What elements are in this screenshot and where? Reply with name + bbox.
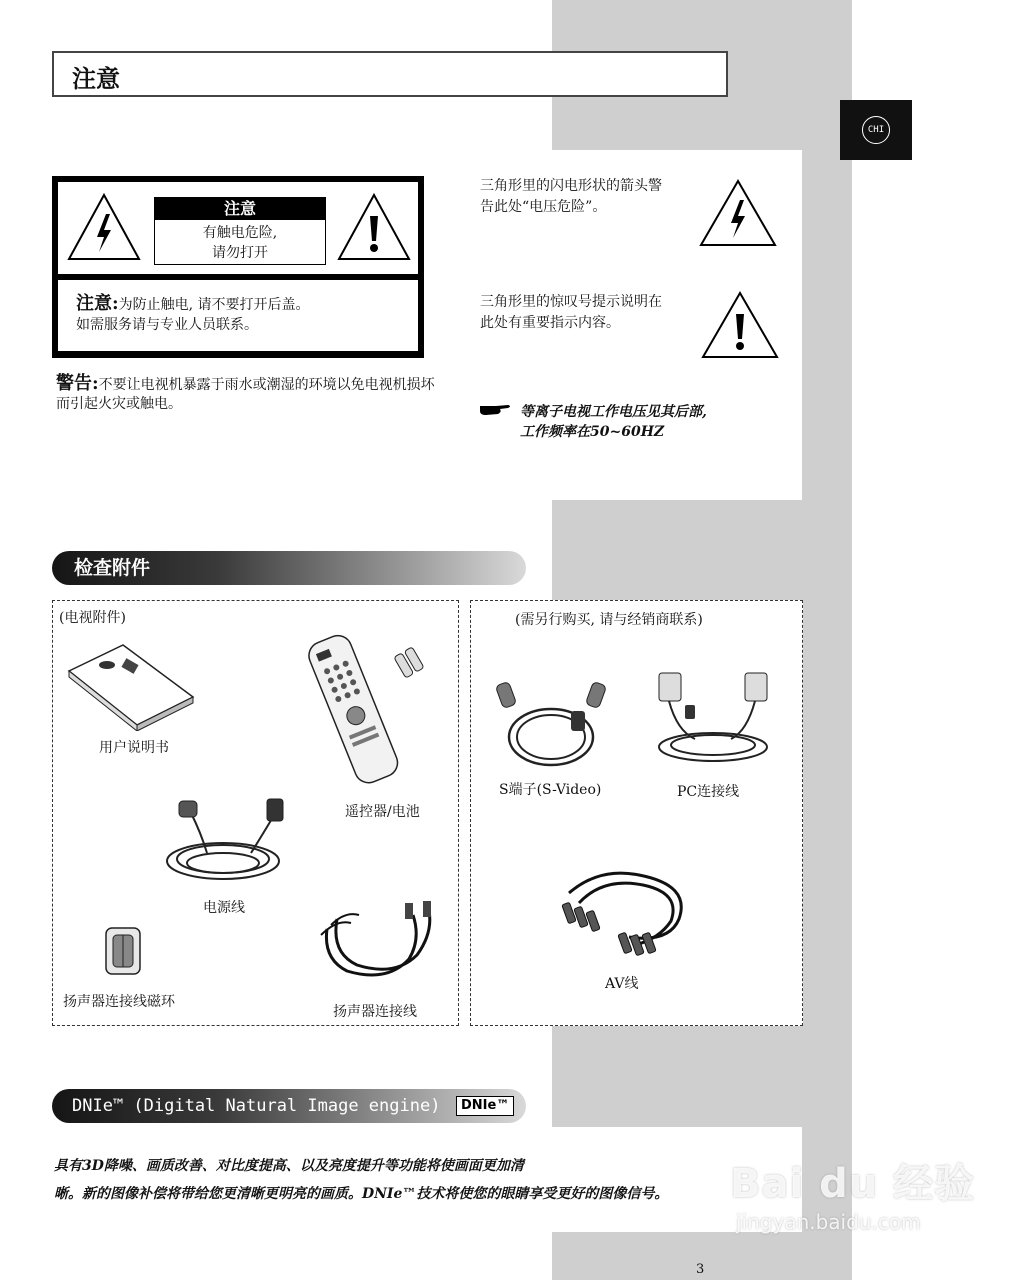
speaker-cable-label: 扬声器连接线 bbox=[333, 1004, 417, 1020]
power-cord-icon bbox=[161, 793, 301, 885]
lightning-warning-icon bbox=[66, 192, 142, 262]
optional-caption: (需另行购买, 请与经销商联系) bbox=[515, 612, 703, 628]
caution-label bbox=[154, 197, 326, 265]
voltage-note-line1: 等离子电视工作电压见其后部, bbox=[520, 404, 707, 420]
caution-label-line1: 有触电危险, bbox=[202, 225, 278, 241]
power-cord-label: 电源线 bbox=[203, 900, 245, 916]
language-tab-label: CHI bbox=[862, 116, 890, 144]
exclamation-symbol-text bbox=[480, 292, 700, 334]
voltage-note-line2: 工作频率在50~60HZ bbox=[520, 424, 665, 440]
s-video-label: S端子(S-Video) bbox=[499, 782, 602, 798]
included-accessories-box bbox=[52, 600, 459, 1026]
caution-box bbox=[52, 176, 424, 358]
av-cable-icon bbox=[559, 863, 699, 959]
speaker-cable-icon bbox=[317, 899, 447, 991]
dnie-line1: 具有3D降噪、画质改善、对比度提高、以及亮度提升等功能将使画面更加清 bbox=[54, 1158, 524, 1174]
caution-body-bold: 注意: bbox=[76, 293, 119, 314]
pc-cable-label: PC连接线 bbox=[677, 784, 740, 800]
remote-label: 遥控器/电池 bbox=[345, 804, 420, 820]
caution-box-bottom bbox=[58, 280, 418, 351]
language-tab bbox=[840, 100, 912, 160]
included-caption: (电视附件) bbox=[59, 610, 126, 626]
title-box bbox=[52, 51, 728, 97]
lightning-symbol-text bbox=[480, 176, 690, 218]
manual-icon bbox=[65, 641, 195, 731]
ferrite-core-label: 扬声器连接线磁环 bbox=[63, 994, 175, 1010]
caution-label-title: 注意 bbox=[155, 198, 325, 220]
accessories-title: 检查附件 bbox=[74, 557, 151, 579]
ferrite-core-icon bbox=[103, 925, 143, 977]
dnie-title: DNIe™ (Digital Natural Image engine) bbox=[72, 1096, 441, 1116]
dnie-description bbox=[54, 1152, 668, 1208]
exclamation-symbol-icon bbox=[700, 290, 780, 360]
page-number: 3 bbox=[696, 1262, 705, 1277]
optional-accessories-box bbox=[470, 600, 803, 1026]
page-title: 注意 bbox=[72, 64, 120, 93]
accessories-header bbox=[52, 551, 526, 585]
s-video-cable-icon bbox=[491, 681, 611, 771]
exclamation-symbol-line1: 三角形里的惊叹号提示说明在 bbox=[480, 294, 662, 310]
manual-label: 用户说明书 bbox=[99, 740, 169, 756]
warning-text: 不要让电视机暴露于雨水或潮湿的环境以免电视机损坏而引起火灾或触电。 bbox=[56, 377, 435, 412]
warning-paragraph bbox=[56, 374, 436, 414]
caution-body-line2: 如需服务请与专业人员联系。 bbox=[76, 317, 258, 333]
av-cable-label: AV线 bbox=[605, 976, 639, 992]
pc-cable-icon bbox=[655, 671, 771, 771]
caution-box-top bbox=[58, 182, 418, 274]
caution-body bbox=[76, 294, 310, 335]
voltage-note bbox=[520, 402, 707, 442]
watermark-url: jingyan.baidu.com bbox=[736, 1210, 921, 1234]
lightning-symbol-icon bbox=[698, 178, 778, 248]
warning-bold: 警告: bbox=[56, 373, 99, 394]
dnie-line2: 晰。新的图像补偿将带给您更清晰更明亮的画质。DNIe™技术将使您的眼睛享受更好的图像信号。 bbox=[54, 1186, 669, 1202]
exclamation-warning-icon bbox=[336, 192, 412, 262]
pointing-hand-icon bbox=[478, 402, 512, 418]
watermark-brand: Bai du 经验 bbox=[730, 1161, 976, 1207]
caution-label-line2: 请勿打开 bbox=[212, 245, 268, 261]
exclamation-symbol-line2: 此处有重要指示内容。 bbox=[480, 315, 620, 331]
remote-control-icon bbox=[301, 629, 431, 789]
lightning-symbol-line2: 告此处“电压危险”。 bbox=[480, 199, 607, 215]
dnie-header bbox=[52, 1089, 526, 1123]
gray-column-bottom bbox=[552, 1232, 802, 1280]
gray-column-right bbox=[802, 150, 852, 1280]
dnie-logo: DNIe™ bbox=[456, 1096, 514, 1116]
lightning-symbol-line1: 三角形里的闪电形状的箭头警 bbox=[480, 178, 662, 194]
caution-body-line1: 为防止触电, 请不要打开后盖。 bbox=[118, 297, 310, 313]
